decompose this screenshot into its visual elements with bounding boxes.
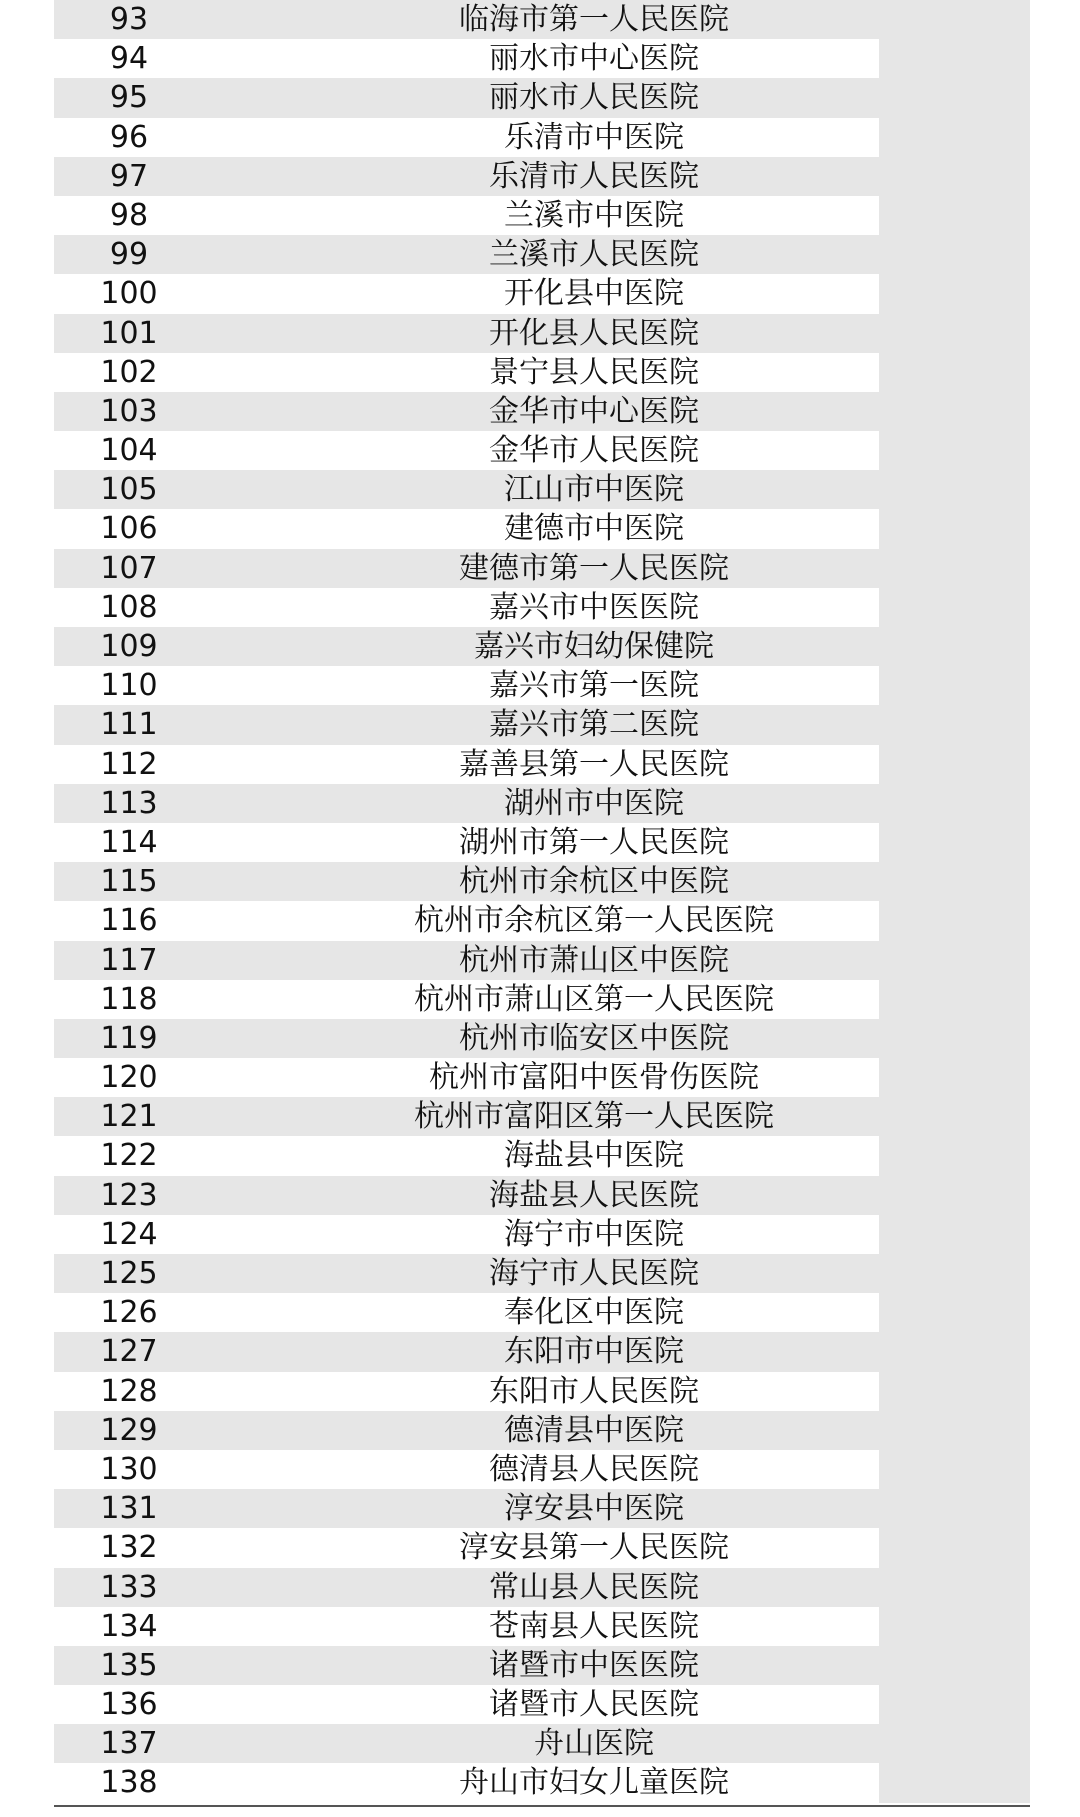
hospital-name: 江山市中医院 [504, 472, 684, 508]
row-number: 136 [100, 1687, 158, 1723]
hospital-name: 海盐县中医院 [504, 1138, 684, 1174]
row-number: 94 [109, 41, 149, 77]
row-number: 119 [100, 1020, 158, 1056]
table-row [54, 705, 1030, 744]
table-row [54, 1332, 1030, 1371]
table-row [54, 431, 1030, 470]
table-row [54, 1568, 1030, 1607]
table-row [54, 1293, 1030, 1332]
hospital-name: 景宁县人民医院 [489, 354, 699, 390]
hospital-name: 嘉兴市第一医院 [489, 668, 699, 704]
row-number: 105 [100, 472, 158, 508]
table-row [54, 549, 1030, 588]
row-number: 126 [100, 1295, 158, 1331]
table-row [54, 39, 1030, 78]
row-number: 123 [100, 1177, 158, 1213]
row-number: 112 [100, 746, 158, 782]
hospital-name: 金华市中心医院 [489, 393, 699, 429]
table-row [54, 941, 1030, 980]
hospital-table [54, 0, 1030, 1803]
row-number: 121 [100, 1099, 158, 1135]
table-row [54, 0, 1030, 39]
hospital-name: 奉化区中医院 [504, 1295, 684, 1331]
hospital-name: 嘉兴市第二医院 [489, 707, 699, 743]
row-number: 120 [100, 1060, 158, 1096]
table-row [54, 588, 1030, 627]
row-number: 131 [100, 1491, 158, 1527]
hospital-name: 杭州市萧山区第一人民医院 [414, 981, 774, 1017]
row-number: 104 [100, 433, 158, 469]
hospital-name: 杭州市富阳中医骨伤医院 [429, 1060, 759, 1096]
table-row [54, 1646, 1030, 1685]
row-number: 129 [100, 1412, 158, 1448]
row-number: 130 [100, 1451, 158, 1487]
row-number: 116 [100, 903, 158, 939]
hospital-name: 诸暨市中医医院 [489, 1647, 699, 1683]
row-number: 122 [100, 1138, 158, 1174]
row-number: 113 [100, 785, 158, 821]
table-row [54, 1607, 1030, 1646]
row-number: 93 [109, 2, 149, 37]
row-number: 134 [100, 1608, 158, 1644]
hospital-name: 苍南县人民医院 [489, 1608, 699, 1644]
hospital-name: 丽水市人民医院 [489, 80, 699, 116]
table-row [54, 1685, 1030, 1724]
row-number: 133 [100, 1569, 158, 1605]
table-row [54, 666, 1030, 705]
row-number: 125 [100, 1256, 158, 1291]
hospital-name: 常山县人民医院 [489, 1569, 699, 1605]
hospital-name: 建德市第一人民医院 [459, 550, 729, 586]
table-row [54, 118, 1030, 157]
row-number: 124 [100, 1216, 158, 1252]
hospital-name: 乐清市中医院 [504, 119, 684, 155]
table-row [54, 1019, 1030, 1058]
table-row [54, 274, 1030, 313]
table-row [54, 784, 1030, 823]
hospital-name: 舟山市妇女儿童医院 [459, 1765, 729, 1801]
table-row [54, 1411, 1030, 1450]
hospital-name: 建德市中医院 [504, 511, 684, 547]
hospital-name: 兰溪市人民医院 [489, 237, 699, 273]
table-row [54, 1176, 1030, 1215]
hospital-name: 东阳市中医院 [504, 1334, 684, 1370]
hospital-name: 杭州市临安区中医院 [459, 1020, 729, 1056]
table-row [54, 353, 1030, 392]
hospital-name: 金华市人民医院 [489, 433, 699, 469]
row-number: 110 [100, 668, 158, 704]
hospital-name: 德清县中医院 [504, 1412, 684, 1448]
table-row [54, 314, 1030, 353]
row-number: 101 [100, 315, 158, 351]
table-row [54, 1724, 1030, 1763]
table-row [54, 627, 1030, 666]
hospital-name: 诸暨市人民医院 [489, 1687, 699, 1723]
hospital-name: 湖州市第一人民医院 [459, 824, 729, 860]
hospital-name: 淳安县中医院 [504, 1491, 684, 1527]
hospital-name: 开化县人民医院 [489, 315, 699, 351]
hospital-name: 东阳市人民医院 [489, 1373, 699, 1409]
table-row [54, 901, 1030, 940]
table-row [54, 1528, 1030, 1567]
row-number: 99 [109, 237, 149, 273]
row-number: 137 [100, 1726, 158, 1762]
hospital-name: 海盐县人民医院 [489, 1177, 699, 1213]
row-number: 103 [100, 393, 158, 429]
table-row [54, 1215, 1030, 1254]
table-row [54, 1489, 1030, 1528]
table-row [54, 1254, 1030, 1293]
row-number: 107 [100, 550, 158, 586]
table-row [54, 470, 1030, 509]
table-row [54, 509, 1030, 548]
hospital-name: 临海市第一人民医院 [459, 2, 729, 37]
row-number: 118 [100, 981, 158, 1017]
hospital-name: 嘉兴市中医医院 [489, 589, 699, 625]
hospital-name: 兰溪市中医院 [504, 197, 684, 233]
table-row [54, 980, 1030, 1019]
row-number: 132 [100, 1530, 158, 1566]
table-row [54, 745, 1030, 784]
hospital-name: 嘉兴市妇幼保健院 [474, 629, 714, 664]
row-number: 97 [109, 158, 149, 194]
table-row [54, 1450, 1030, 1489]
table-row [54, 823, 1030, 862]
row-number: 135 [100, 1647, 158, 1683]
table-row [54, 1372, 1030, 1411]
row-number: 98 [109, 197, 149, 233]
hospital-name: 杭州市萧山区中医院 [459, 942, 729, 978]
hospital-name: 嘉善县第一人民医院 [459, 746, 729, 782]
row-number: 109 [100, 629, 158, 664]
row-number: 117 [100, 942, 158, 978]
table-row [54, 157, 1030, 196]
table-row [54, 235, 1030, 274]
hospital-name: 杭州市余杭区第一人民医院 [414, 903, 774, 939]
hospital-name: 杭州市余杭区中医院 [459, 864, 729, 900]
hospital-name: 丽水市中心医院 [489, 41, 699, 77]
row-number: 95 [109, 80, 149, 116]
row-number: 100 [100, 276, 158, 312]
table-bottom-rule [54, 1805, 1030, 1807]
hospital-name: 湖州市中医院 [504, 785, 684, 821]
table-row [54, 1097, 1030, 1136]
row-number: 108 [100, 589, 158, 625]
table-row [54, 1058, 1030, 1097]
table-row [54, 1763, 1030, 1802]
hospital-name: 海宁市中医院 [504, 1216, 684, 1252]
table-row [54, 196, 1030, 235]
row-number: 111 [100, 707, 158, 743]
row-number: 114 [100, 824, 158, 860]
hospital-name: 杭州市富阳区第一人民医院 [414, 1099, 774, 1135]
row-number: 115 [100, 864, 158, 900]
hospital-name: 海宁市人民医院 [489, 1256, 699, 1291]
row-number: 127 [100, 1334, 158, 1370]
hospital-name: 德清县人民医院 [489, 1451, 699, 1487]
hospital-name: 开化县中医院 [504, 276, 684, 312]
row-number: 138 [100, 1765, 158, 1801]
table-row [54, 392, 1030, 431]
row-number: 96 [109, 119, 149, 155]
hospital-name: 舟山医院 [534, 1726, 654, 1762]
row-number: 106 [100, 511, 158, 547]
table-row [54, 1136, 1030, 1175]
row-number: 128 [100, 1373, 158, 1409]
row-number: 102 [100, 354, 158, 390]
table-row [54, 862, 1030, 901]
table-row [54, 78, 1030, 117]
hospital-name: 淳安县第一人民医院 [459, 1530, 729, 1566]
hospital-name: 乐清市人民医院 [489, 158, 699, 194]
